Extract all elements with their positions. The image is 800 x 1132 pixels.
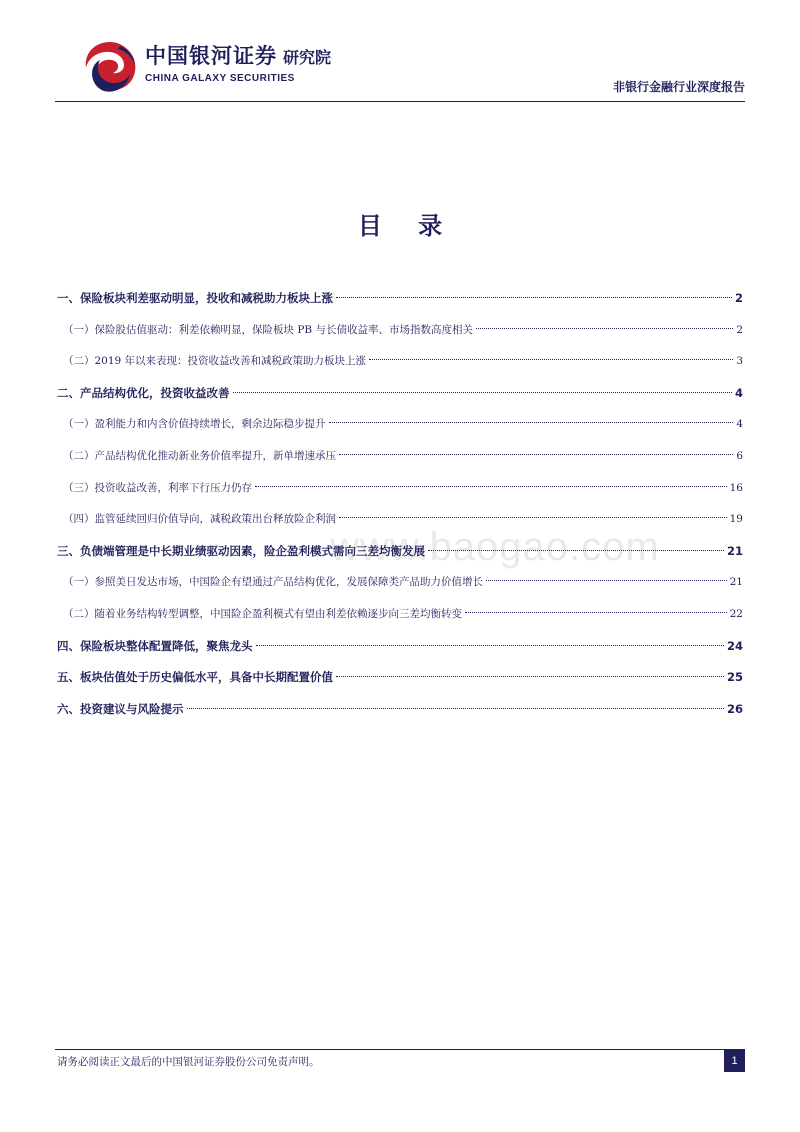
toc-section-link[interactable] — [57, 665, 743, 697]
toc-entry-page: 16 — [729, 481, 743, 494]
brand-name — [145, 44, 331, 70]
brand-block — [145, 44, 331, 84]
page-number: 1 — [724, 1050, 745, 1072]
toc-entry-page: 22 — [729, 607, 743, 620]
toc-section-link[interactable] — [57, 286, 743, 318]
watermark: www.baogao.com — [330, 525, 660, 569]
toc-entry-label: （二）2019 年以来表现：投资收益改善和减税政策助力板块上涨 — [63, 355, 367, 368]
toc-subsection-link[interactable] — [57, 318, 743, 350]
toc-entry-label: 三、负债端管理是中长期业绩驱动因素，险企盈利模式需向三差均衡发展 — [57, 543, 425, 558]
page-header — [55, 30, 745, 102]
table-of-contents — [57, 286, 743, 728]
toc-entry-page: 6 — [736, 449, 743, 462]
toc-subsection-link[interactable] — [57, 476, 743, 508]
toc-dot-leader — [233, 392, 732, 393]
toc-dot-leader — [465, 612, 727, 613]
toc-entry-label: （二）随着业务结构转型调整，中国险企盈利模式有望由利差依赖逐步向三差均衡转变 — [63, 607, 462, 620]
toc-entry-label: （一）盈利能力和内含价值持续增长，剩余边际稳步提升 — [63, 418, 326, 431]
toc-entry-label: （二）产品结构优化推动新业务价值率提升，新单增速承压 — [63, 449, 336, 462]
toc-dot-leader — [486, 580, 727, 581]
toc-dot-leader — [256, 645, 724, 646]
toc-entry-page: 4 — [734, 385, 743, 400]
toc-dot-leader — [339, 517, 727, 518]
toc-title: 目 录 — [357, 212, 457, 240]
toc-entry-label: 五、板块估值处于历史偏低水平，具备中长期配置价值 — [57, 670, 333, 685]
toc-entry-page: 3 — [736, 355, 743, 368]
toc-subsection-link[interactable] — [57, 444, 743, 476]
toc-dot-leader — [255, 486, 727, 487]
toc-entry-label: （一）保险股估值驱动：利差依赖明显，保险板块 PB 与长债收益率、市场指数高度相关 — [63, 323, 473, 336]
toc-entry-label: （三）投资收益改善，利率下行压力仍存 — [63, 481, 252, 494]
toc-entry-label: 四、保险板块整体配置降低，聚焦龙头 — [57, 638, 253, 653]
toc-entry-label: （四）监管延续回归价值导向，减税政策出台释放险企利润 — [63, 513, 336, 526]
toc-section-link[interactable] — [57, 381, 743, 413]
toc-entry-page: 2 — [736, 323, 743, 336]
toc-subsection-link[interactable] — [57, 349, 743, 381]
report-type-label: 非银行金融行业深度报告 — [612, 80, 745, 94]
toc-entry-page: 21 — [726, 543, 743, 558]
toc-section-link[interactable] — [57, 697, 743, 729]
footer-divider — [55, 1049, 745, 1050]
toc-subsection-link[interactable] — [57, 570, 743, 602]
toc-dot-leader — [336, 297, 732, 298]
toc-dot-leader — [476, 328, 733, 329]
toc-entry-page: 24 — [726, 638, 743, 653]
toc-dot-leader — [369, 359, 733, 360]
toc-dot-leader — [187, 708, 724, 709]
toc-entry-page: 19 — [729, 513, 743, 526]
toc-entry-page: 21 — [729, 576, 743, 589]
brand-name-cn: 中国银河证券 — [145, 44, 277, 68]
header-divider — [55, 101, 745, 102]
toc-entry-page: 25 — [726, 670, 743, 685]
footer-disclaimer: 请务必阅读正文最后的中国银河证券股份公司免责声明。 — [57, 1056, 320, 1068]
toc-dot-leader — [336, 676, 724, 677]
toc-section-link[interactable] — [57, 634, 743, 666]
toc-entry-page: 26 — [726, 701, 743, 716]
toc-entry-page: 2 — [734, 291, 743, 305]
toc-subsection-link[interactable] — [57, 412, 743, 444]
toc-entry-label: 六、投资建议与风险提示 — [57, 701, 184, 716]
toc-entry-label: （一）参照美日发达市场，中国险企有望通过产品结构优化，发展保障类产品助力价值增长 — [63, 576, 483, 589]
toc-entry-page: 4 — [736, 418, 743, 431]
brand-institute: 研究院 — [283, 48, 332, 67]
brand-name-en: CHINA GALAXY SECURITIES — [145, 73, 295, 84]
toc-dot-leader — [329, 422, 734, 423]
toc-subsection-link[interactable] — [57, 602, 743, 634]
toc-entry-label: 二、产品结构优化，投资收益改善 — [57, 385, 230, 400]
toc-entry-label: 一、保险板块利差驱动明显，投收和减税助力板块上涨 — [57, 291, 333, 305]
galaxy-swirl-logo-icon — [80, 38, 140, 98]
toc-dot-leader — [339, 454, 733, 455]
